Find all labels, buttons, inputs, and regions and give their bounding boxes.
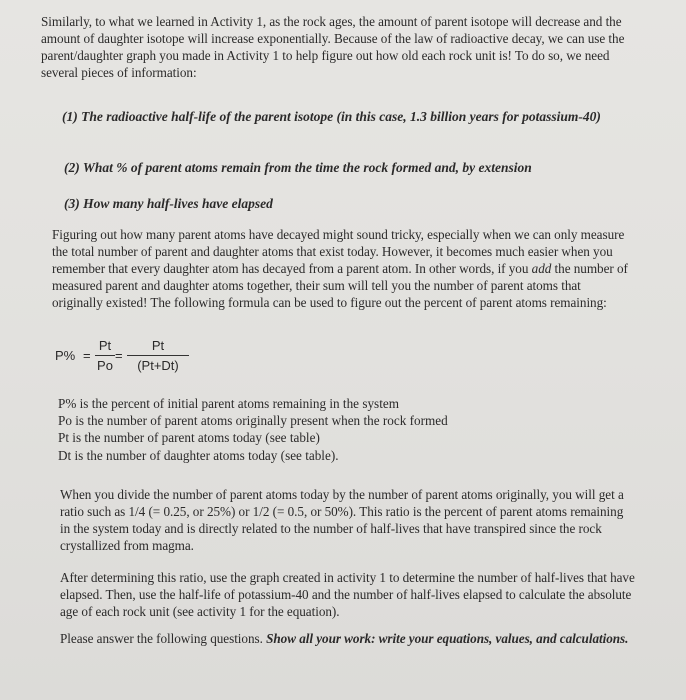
definition-d-today: Dt is the number of daughter atoms today (see table). <box>58 447 339 463</box>
formula-fraction-1 <box>95 338 115 373</box>
variable-definitions <box>58 395 618 464</box>
formula-frac2-denominator: (Pt+Dt) <box>137 358 179 373</box>
closing-plain: Please answer the following questions. <box>60 631 267 646</box>
after-ratio-paragraph: After determining this ratio, use the graph created in activity 1 to determine the number of half-lives that have elapsed. Then, use the half-life of potassium-40 and the number of half-lives elapsed to calculate the absolute age of each rock unit (see activity 1 for the equation). <box>60 570 635 620</box>
explanation-text-b: the number of measured parent and daughter atoms together, their sum will tell you the number of parent atoms that originally existed! The following formula can be used to figure out the percent of parent atoms remaining: <box>52 261 628 311</box>
explanation-paragraph <box>52 226 632 311</box>
formula-frac1-bar <box>95 355 115 356</box>
percent-remaining-formula <box>55 338 215 382</box>
formula-frac1-numerator: Pt <box>98 338 112 353</box>
definition-p-original: Po is the number of parent atoms originally present when the rock formed <box>58 413 448 429</box>
formula-frac2-bar <box>127 355 189 356</box>
closing-instructions <box>60 630 636 647</box>
formula-fraction-2 <box>127 338 189 373</box>
info-item-half-lives-elapsed: (3) How many half-lives have elapsed <box>64 196 273 211</box>
info-item-half-life: (1) The radioactive half-life of the parent isotope (in this case, 1.3 billion years for potassium-40) <box>62 109 601 124</box>
explanation-add-word: add <box>531 261 552 277</box>
formula-frac2-numerator: Pt <box>151 338 165 353</box>
ratio-paragraph: When you divide the number of parent atoms today by the number of parent atoms originally, you will get a ratio such as 1/4 (= 0.25, or 25%) or 1/2 (= 0.5, or 50%). This ratio is the percent of parent atoms remaining in the system today and is directly related to the number of half-lives that have transpired since the rock crystallized from magma. <box>60 487 624 554</box>
closing-emphasis: Show all your work: write your equations, values, and calculations. <box>266 631 629 646</box>
definition-p-percent: P% is the percent of initial parent atoms remaining in the system <box>58 396 399 411</box>
formula-equals-2: = <box>115 348 123 363</box>
explanation-text-a: Figuring out how many parent atoms have decayed might sound tricky, especially when we can only measure the total number of parent and daughter atoms that exist today. However, it becomes much easier when you remember that every daughter atom has decayed from a parent atom. In other words, if you <box>52 227 625 277</box>
formula-frac1-denominator: Po <box>97 358 113 373</box>
formula-equals-1: = <box>83 348 91 363</box>
formula-lhs: P% <box>55 348 76 363</box>
info-item-percent-remaining: (2) What % of parent atoms remain from the time the rock formed and, by extension <box>64 160 532 175</box>
definition-p-today: Pt is the number of parent atoms today (see table) <box>58 430 320 446</box>
intro-paragraph: Similarly, to what we learned in Activity 1, as the rock ages, the amount of parent isotope will decrease and the amount of daughter isotope will increase exponentially. Because of the law of radioactive decay, we can use the parent/daughter graph you made in Activity 1 to help figure out how old each rock unit is! To do so, we need several pieces of information: <box>41 14 625 81</box>
